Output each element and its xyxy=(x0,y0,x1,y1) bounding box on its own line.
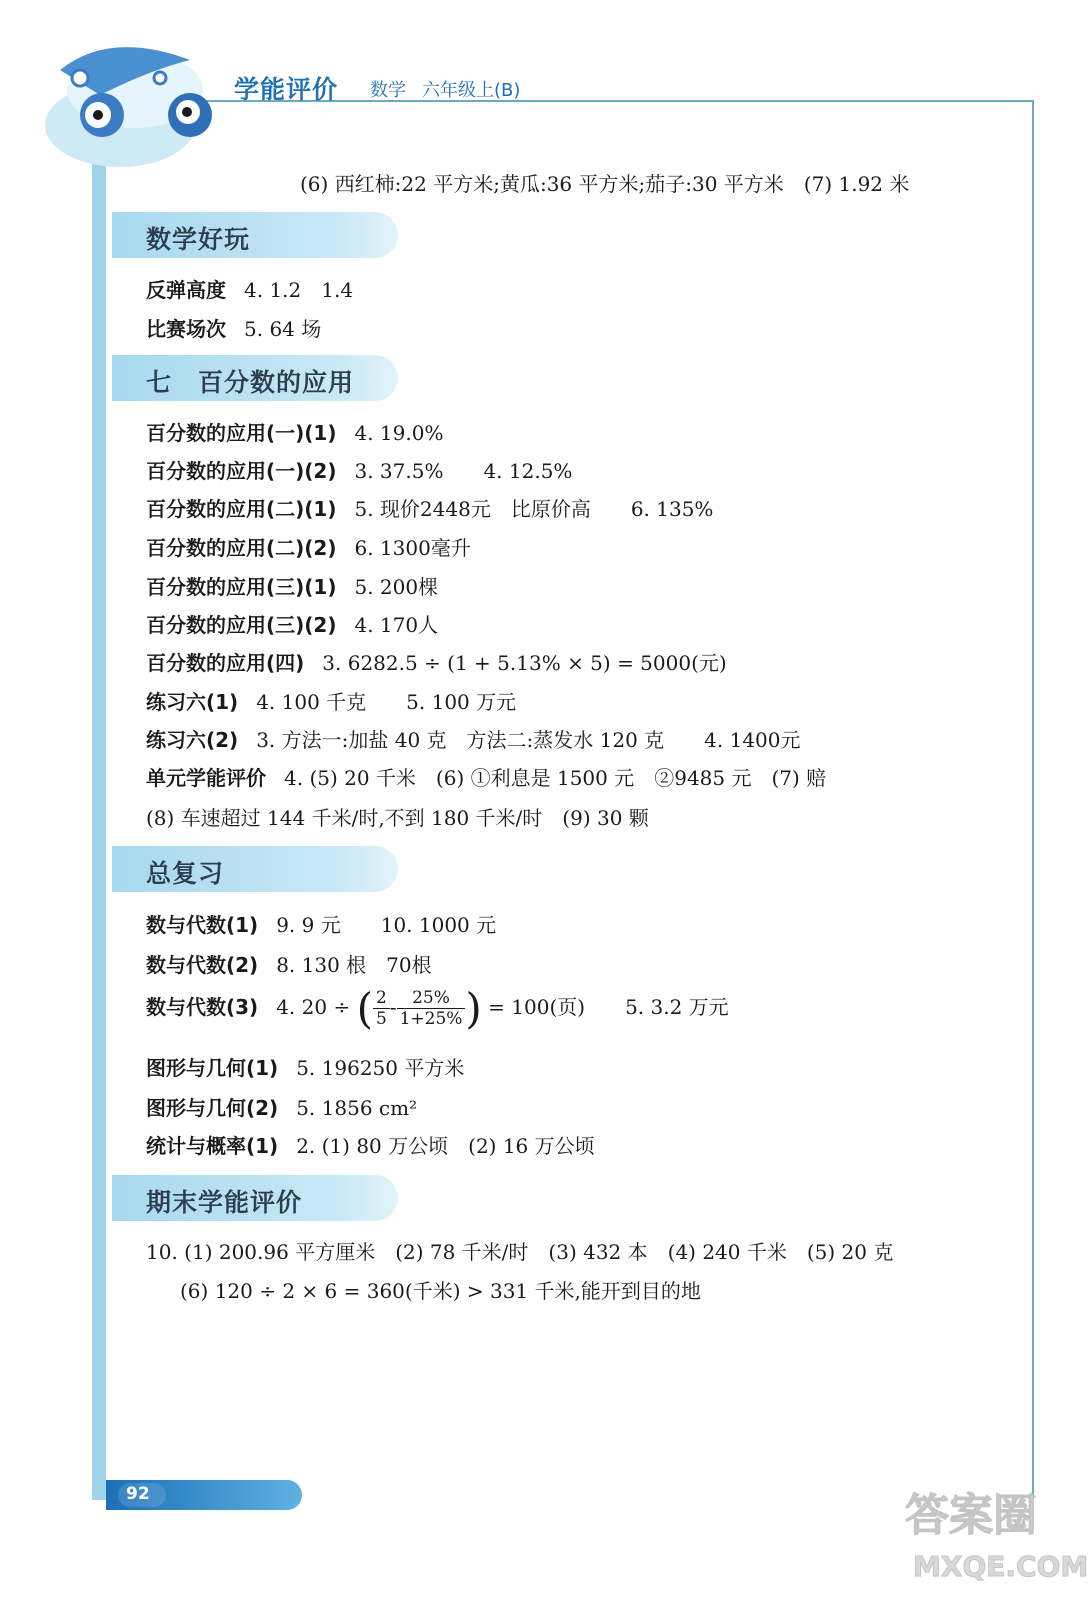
answer-row xyxy=(146,724,801,753)
numerator: 2 xyxy=(373,988,390,1009)
row-answer: 9. 9 元 10. 1000 元 xyxy=(276,913,497,937)
denominator: 5 xyxy=(375,1009,387,1029)
answer-row xyxy=(146,455,572,484)
denominator: 1+25% xyxy=(399,1009,463,1029)
fraction-percent xyxy=(397,988,466,1029)
row-label: 图形与几何(2) xyxy=(146,1096,279,1120)
row-answer: 3. 6282.5 ÷ (1 + 5.13% × 5) = 5000(元) xyxy=(322,651,727,675)
row-answer: 6. 1300毫升 xyxy=(354,536,471,560)
row-answer: 5. 196250 平方米 xyxy=(296,1056,465,1080)
grade-label: 六年级上(B) xyxy=(422,80,521,101)
row-label: 数与代数(3) xyxy=(146,995,259,1019)
row-answer: 5. 200棵 xyxy=(354,575,439,599)
row-label: 百分数的应用(二)(2) xyxy=(146,536,337,560)
row-answer: 5. 1856 cm² xyxy=(296,1096,418,1120)
answer-row xyxy=(146,909,496,938)
row-answer: 3. 37.5% 4. 12.5% xyxy=(354,459,573,483)
answer-row xyxy=(146,571,438,600)
right-paren: ) xyxy=(465,984,482,1033)
svg-text:MXQE.COM: MXQE.COM xyxy=(913,1550,1089,1583)
row-answer: 4. 19.0% xyxy=(354,421,444,445)
section-title: 数学好玩 xyxy=(146,225,251,254)
answer-row xyxy=(146,762,826,791)
page-number: 92 xyxy=(126,1484,150,1504)
row-label: 单元学能评价 xyxy=(146,766,266,790)
row-label: 百分数的应用(三)(2) xyxy=(146,613,337,637)
answer-line-top: (6) 西红柿:22 平方米;黄瓜:36 平方米;茄子:30 平方米 (7) 1.92 米 xyxy=(300,172,910,196)
answer-row xyxy=(146,647,727,676)
row-answer: 5. 现价2448元 比原价高 6. 135% xyxy=(354,497,714,521)
row-label: 百分数的应用(一)(1) xyxy=(146,421,337,445)
left-paren: ( xyxy=(356,984,373,1033)
row-answer: 5. 64 场 xyxy=(244,317,322,341)
row-answer: 3. 方法一:加盐 40 克 方法二:蒸发水 120 克 4. 1400元 xyxy=(256,728,801,752)
row-label: 数与代数(2) xyxy=(146,953,259,977)
answer-row xyxy=(146,493,713,522)
answer-row xyxy=(146,1052,464,1081)
section-banner-final xyxy=(112,1175,398,1221)
row-answer: 4. 170人 xyxy=(354,613,439,637)
section-title: 期末学能评价 xyxy=(146,1188,303,1217)
row-label: 数与代数(1) xyxy=(146,913,259,937)
row-label: 统计与概率(1) xyxy=(146,1134,279,1158)
row-label: 练习六(1) xyxy=(146,690,239,714)
answer-row xyxy=(146,274,353,303)
minus-sign: - xyxy=(389,995,397,1019)
row-label: 图形与几何(1) xyxy=(146,1056,279,1080)
row-label: 百分数的应用(二)(1) xyxy=(146,497,337,521)
row-label: 百分数的应用(四) xyxy=(146,651,305,675)
answer-row xyxy=(146,686,516,715)
answer-row xyxy=(146,949,432,978)
answer-continuation: (8) 车速超过 144 千米/时,不到 180 千米/时 (9) 30 颗 xyxy=(146,806,649,830)
mascot-illustration xyxy=(40,30,230,180)
row-answer: 4. 1.2 1.4 xyxy=(244,278,354,302)
left-margin-strip xyxy=(92,140,106,1500)
watermark-logo xyxy=(895,1478,1089,1588)
subject-label: 数学 xyxy=(370,80,406,101)
section-banner-percent xyxy=(112,355,398,401)
answer-row xyxy=(146,609,438,638)
row-label: 百分数的应用(三)(1) xyxy=(146,575,337,599)
row-answer: 4. 100 千克 5. 100 万元 xyxy=(256,690,517,714)
numerator: 25% xyxy=(397,988,466,1009)
answer-line: (6) 120 ÷ 2 × 6 = 360(千米) > 331 千米,能开到目的地 xyxy=(180,1279,701,1303)
row-label: 百分数的应用(一)(2) xyxy=(146,459,337,483)
answer-row xyxy=(146,1130,595,1159)
row-answer: 4. (5) 20 千米 (6) ①利息是 1500 元 ②9485 元 (7) 赔 xyxy=(284,766,827,790)
section-banner-fun xyxy=(112,212,398,258)
section-title: 七 百分数的应用 xyxy=(146,368,355,397)
equation-suffix: = 100(页) 5. 3.2 万元 xyxy=(488,995,729,1019)
answer-row-fraction xyxy=(146,984,729,1033)
section-banner-review xyxy=(112,846,398,892)
svg-text:答案圈: 答案圈 xyxy=(905,1490,1037,1541)
equation-prefix: 4. 20 ÷ xyxy=(276,995,351,1019)
row-label: 比赛场次 xyxy=(146,317,226,341)
section-title: 总复习 xyxy=(146,859,225,888)
answer-row xyxy=(146,532,471,561)
answer-row xyxy=(146,1092,417,1121)
row-label: 反弹高度 xyxy=(146,278,226,302)
fraction-two-fifths xyxy=(373,988,390,1029)
row-answer: 2. (1) 80 万公顷 (2) 16 万公顷 xyxy=(296,1134,595,1158)
answer-line: 10. (1) 200.96 平方厘米 (2) 78 千米/时 (3) 432 本 (4) 240 千米 (5) 20 克 xyxy=(146,1240,894,1264)
row-answer: 8. 130 根 70根 xyxy=(276,953,432,977)
answer-row xyxy=(146,313,321,342)
answer-row xyxy=(146,417,443,446)
brand-title: 学能评价 xyxy=(234,75,339,104)
row-label: 练习六(2) xyxy=(146,728,239,752)
